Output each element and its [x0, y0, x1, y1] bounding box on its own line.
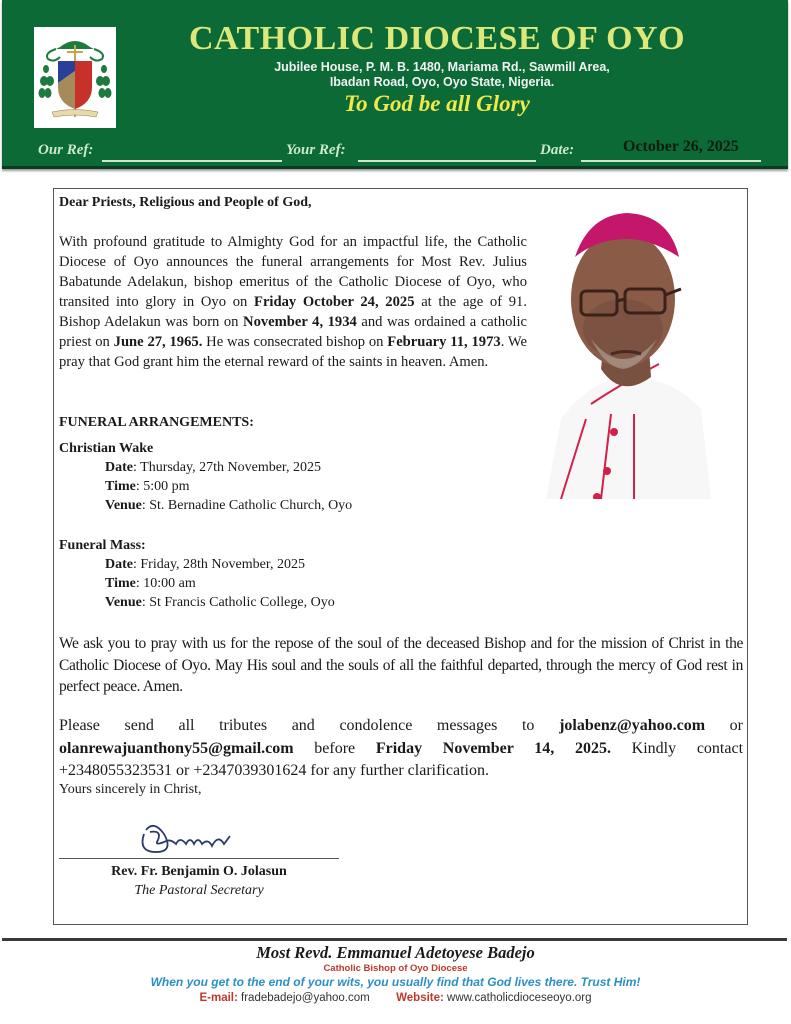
- mass-date: [105, 557, 305, 573]
- consecration-date: February 11, 1973: [387, 334, 501, 350]
- tributes-text: before: [293, 739, 376, 757]
- tributes-paragraph: [59, 715, 743, 783]
- address-line-1: Jubilee House, P. M. B. 1480, Mariama Rd., Sawmill Area,: [274, 60, 610, 74]
- diocese-motto: To God be all Glory: [344, 91, 530, 116]
- email-link-2[interactable]: olanrewajuanthony55@gmail.com: [59, 739, 294, 757]
- prayer-paragraph: We ask you to pray with us for the repose of the soul of the deceased Bishop and for the mission of Christ in the Catholic Diocese of Oyo. May His soul and the souls of all the faithful departed, through the mercy of God rest in perfect peace. Amen.: [59, 635, 743, 695]
- signer-name: Rev. Fr. Benjamin O. Jolasun: [111, 864, 287, 879]
- footer: [0, 943, 791, 1007]
- date-value: : Thursday, 27th November, 2025: [133, 460, 322, 475]
- footer-divider: [2, 938, 787, 941]
- time-label: Time: [105, 479, 136, 494]
- date-label: Date:: [540, 142, 575, 158]
- our-ref-field: [102, 160, 282, 162]
- salutation: Dear Priests, Religious and People of God,: [59, 195, 312, 210]
- intro-text: at the age of 91. Bishop Adelakun was born on: [59, 294, 527, 330]
- date-field: [581, 160, 761, 162]
- address-line-2: Ibadan Road, Oyo, Oyo State, Nigeria.: [329, 75, 555, 89]
- your-ref-field: [358, 160, 536, 162]
- intro-text: . We pray that God grant him the eternal reward of the saints in heaven. Amen.: [59, 334, 527, 370]
- date-label: Date: [105, 460, 133, 475]
- email-label: E-mail:: [199, 992, 238, 1004]
- date-value: : Friday, 28th November, 2025: [133, 557, 305, 572]
- intro-text: and was ordained a catholic priest on: [59, 314, 528, 350]
- letterhead: [2, 0, 788, 169]
- email-link-1[interactable]: jolabenz@yahoo.com: [559, 717, 706, 734]
- our-ref-label: Our Ref:: [38, 142, 94, 158]
- ordination-date: June 27, 1965.: [113, 334, 203, 350]
- arrangements-heading: FUNERAL ARRANGEMENTS:: [59, 415, 254, 430]
- event-title-wake: Christian Wake: [59, 441, 154, 456]
- deadline-date: Friday November 14, 2025.: [375, 739, 611, 757]
- venue-value: : St Francis Catholic College, Oyo: [141, 595, 335, 610]
- death-date: Friday October 24, 2025: [254, 294, 415, 310]
- diocese-title: CATHOLIC DIOCESE OF OYO: [188, 20, 686, 57]
- bishop-portrait: [541, 199, 711, 499]
- bishop-name: Most Revd. Emmanuel Adetoyese Badejo: [256, 943, 535, 962]
- closing: Yours sincerely in Christ,: [59, 782, 202, 797]
- announcement-paragraph: [59, 232, 527, 372]
- event-title-mass: Funeral Mass:: [59, 538, 146, 553]
- time-label: Time: [105, 576, 136, 591]
- diocese-address: [242, 60, 642, 90]
- venue-label: Venue: [105, 498, 142, 513]
- footer-quote: When you get to the end of your wits, you usually find that God lives there. Trust Him!: [150, 975, 641, 989]
- wake-venue: [105, 498, 352, 514]
- venue-label: Venue: [105, 595, 142, 610]
- footer-contact: [0, 990, 791, 1007]
- contact-text: Kindly contact +2348055323531 or +2347039301624 for any further clarification.: [59, 739, 744, 779]
- your-ref-label: Your Ref:: [286, 142, 346, 158]
- venue-value: : St. Bernadine Catholic Church, Oyo: [141, 498, 353, 513]
- reference-row: [38, 138, 768, 164]
- coat-of-arms-icon: [34, 27, 116, 128]
- diocese-logo: [34, 27, 116, 128]
- bishop-portrait-image: [541, 199, 711, 499]
- wake-date: [105, 460, 321, 476]
- tributes-text: Please send all tributes and condolence messages to: [59, 717, 560, 734]
- time-value: : 5:00 pm: [135, 479, 190, 494]
- footer-website-link[interactable]: www.catholicdioceseoyo.org: [447, 992, 592, 1004]
- time-value: : 10:00 am: [135, 576, 196, 591]
- signature-image: [134, 814, 274, 864]
- mass-venue: [105, 595, 335, 611]
- bishop-role: Catholic Bishop of Oyo Diocese: [323, 963, 468, 974]
- footer-email-link[interactable]: fradebadejo@yahoo.com: [241, 992, 370, 1004]
- letter-body: [53, 188, 748, 925]
- wake-time: [105, 479, 190, 495]
- mass-time: [105, 576, 196, 592]
- date-value: October 26, 2025: [623, 138, 739, 155]
- intro-text: He was consecrated bishop on: [202, 334, 388, 350]
- tributes-text: or: [705, 717, 744, 734]
- birth-date: November 4, 1934: [243, 314, 357, 330]
- signer-title: The Pastoral Secretary: [134, 883, 264, 898]
- date-label: Date: [105, 557, 133, 572]
- intro-text: With profound gratitude to Almighty God for an impactful life, the Catholic Diocese of Oyo announces the funeral arrangements for Most Rev. Julius Babatunde Adelakun, bishop emeritus of the Catholic Diocese of Oyo, who transited into glory in Oyo on: [59, 234, 527, 310]
- signature-line: [59, 858, 339, 859]
- website-label: Website:: [396, 992, 444, 1004]
